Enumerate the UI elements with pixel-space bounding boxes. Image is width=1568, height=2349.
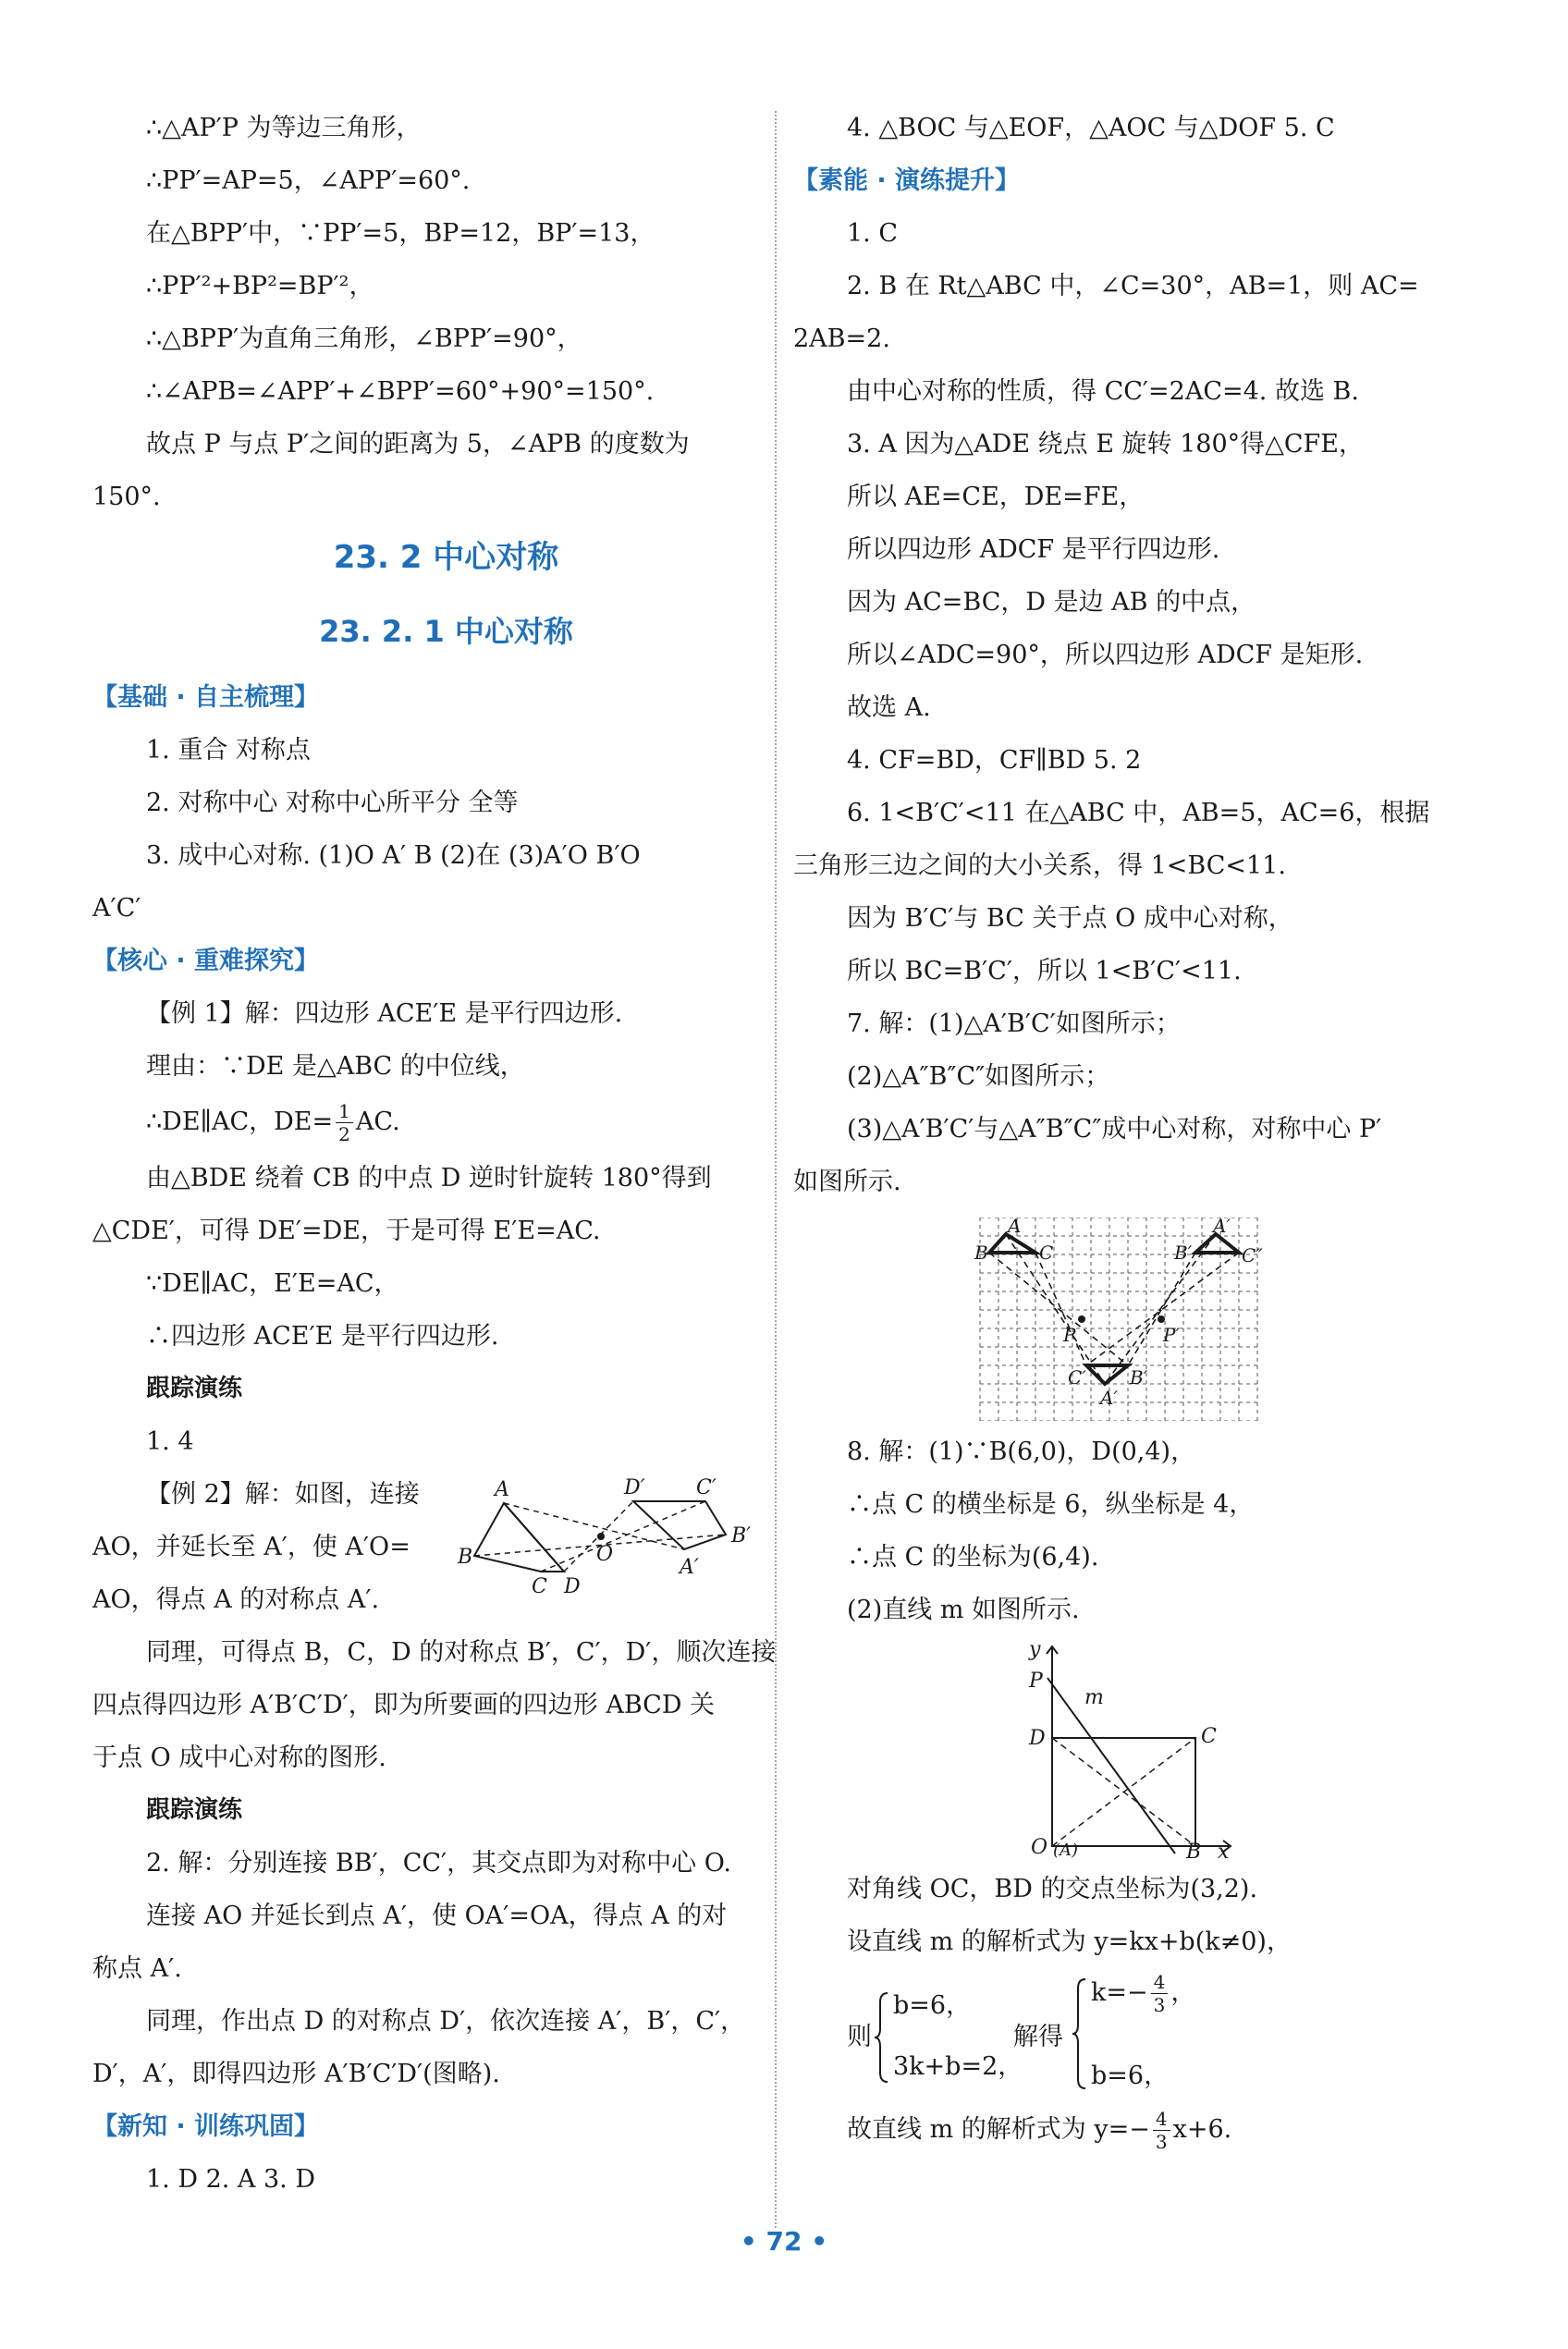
text-line: 2. 解：分别连接 BB′，CC′，其交点即为对称中心 O. [146, 1849, 731, 1878]
text-line: 由中心对称的性质，得 CC′=2AC=4. 故选 B. [847, 377, 1359, 406]
section-heading-hexin: 【核心 · 重难探究】 [92, 947, 320, 975]
fig-label: B [458, 1546, 473, 1569]
left-column [92, 102, 777, 2206]
text-line: 连接 AO 并延长到点 A′，使 OA′=OA，得点 A 的对 [146, 1902, 728, 1930]
fig-label: D′ [624, 1476, 645, 1499]
text-line: 对角线 OC，BD 的交点坐标为(3,2). [847, 1875, 1258, 1903]
center-point [597, 1533, 605, 1540]
solution-k [1091, 1968, 1195, 2018]
text-line: ∴点 C 的横坐标是 6，纵坐标是 4， [847, 1490, 1255, 1519]
fraction-denominator: 3 [1153, 1994, 1166, 2016]
text-line: 如图所示. [793, 1168, 901, 1196]
dashed-line [1105, 1234, 1216, 1384]
text-line: ∴点 C 的坐标为(6,4). [847, 1543, 1099, 1572]
column-divider [775, 111, 777, 2228]
center-point-p [1078, 1315, 1085, 1323]
left-brace [1071, 1977, 1089, 2090]
text-line: 【例 2】解：如图，连接 [146, 1480, 420, 1509]
text-line: 2AB=2. [793, 324, 890, 353]
quad-abcd [474, 1503, 564, 1572]
text-line: 设直线 m 的解析式为 y=kx+b(k≠0)， [847, 1927, 1292, 1956]
fraction-line [92, 1093, 763, 1152]
answer-line: 4. △BOC 与△EOF，△AOC 与△DOF 5. C [847, 114, 1335, 142]
answer-line: 1. C [847, 219, 899, 248]
fig-label: B′ [1130, 1366, 1148, 1389]
dashed-line [1128, 1253, 1195, 1365]
answer-line: 1. D 2. A 3. D [146, 2165, 315, 2194]
quad-a1b1c1d1 [633, 1501, 726, 1549]
answer-line: 2. 对称中心 对称中心所平分 全等 [146, 789, 519, 817]
text-line: ∴△AP′P 为等边三角形， [146, 114, 422, 142]
answer-line: 7. 解：(1)△A′B′C′如图所示； [847, 1009, 1181, 1038]
text-line: 故选 A. [847, 693, 931, 722]
track-practice-heading: 跟踪演练 [146, 1375, 243, 1402]
text-line: 在△BPP′中，∵PP′=5，BP=12，BP′=13， [146, 219, 655, 248]
answer-line: 6. 1<B′C′<11 在△ABC 中，AB=5，AC=6，根据 [847, 799, 1430, 827]
text-fragment: ， [1170, 1978, 1196, 2007]
text-line: D′，A′，即得四边形 A′B′C′D′(图略). [92, 2060, 500, 2088]
text-line: 于点 O 成中心对称的图形. [92, 1743, 386, 1772]
axis-label-x: x [1218, 1841, 1230, 1858]
text-line: 所以四边形 ADCF 是平行四边形. [847, 535, 1220, 564]
left-brace [873, 1991, 891, 2084]
fig-label: B [1186, 1841, 1202, 1858]
answer-line: 2. B 在 Rt△ABC 中，∠C=30°，AB=1，则 AC= [847, 272, 1419, 300]
fig-label: B [974, 1242, 988, 1264]
figure-8-coordinates [1020, 1641, 1232, 1858]
fig-label: D [564, 1575, 581, 1598]
fig-label: A [1008, 1217, 1022, 1237]
answer-line: 8. 解：(1)∵B(6,0)，D(0,4)， [847, 1438, 1196, 1466]
text-fragment: 解得 [1013, 2023, 1063, 2051]
section-heading-xinzhi: 【新知 · 训练巩固】 [92, 2112, 320, 2141]
center-point-p1 [1158, 1315, 1165, 1323]
example-1-head: 【例 1】解：四边形 ACE′E 是平行四边形. [146, 999, 623, 1028]
answer-line: 3. 成中心对称. (1)O A′ B (2)在 (3)A′O B′O [146, 841, 641, 870]
fig-label: (A) [1053, 1841, 1079, 1858]
fig-label: B′ [1174, 1242, 1193, 1264]
fig-label: C [1039, 1242, 1054, 1264]
text-line: ∴△BPP′为直角三角形，∠BPP′=90°， [146, 324, 582, 353]
text-line: 三角形三边之间的大小关系，得 1<BC<11. [793, 851, 1286, 880]
fraction [336, 1100, 353, 1145]
fraction-denominator: 3 [1155, 2131, 1168, 2153]
equation-line: b=6， [893, 1991, 972, 2020]
text-fragment: ∴DE∥AC，DE= [146, 1107, 334, 1136]
diagonal-line [504, 1503, 564, 1572]
fig-label: D [1029, 1727, 1046, 1750]
text-line: 称点 A′. [92, 1954, 182, 1983]
text-line: 所以∠ADC=90°，所以四边形 ADCF 是矩形. [847, 641, 1364, 669]
fig-label: A′ [1100, 1387, 1118, 1409]
fraction-numerator: 4 [1151, 1971, 1169, 1994]
fig-label: P′ [1163, 1324, 1180, 1346]
fig-label: C′ [1068, 1366, 1086, 1389]
answer-line: 1. 重合 对称点 [146, 736, 311, 765]
fig-label: C′ [696, 1476, 717, 1499]
fig-label: B′ [731, 1524, 752, 1548]
fraction [1153, 2108, 1170, 2153]
text-line: 因为 B′C′与 BC 关于点 O 成中心对称， [847, 904, 1293, 933]
text-line: AO，并延长至 A′，使 A′O= [92, 1533, 410, 1561]
text-line: (2)△A″B″C″如图所示； [847, 1062, 1110, 1091]
fig-label: A′ [1213, 1217, 1231, 1237]
answer-line: 3. A 因为△ADE 绕点 E 旋转 180°得△CFE， [847, 430, 1364, 459]
text-line: 150°. [92, 483, 161, 511]
fig-label: C [532, 1575, 547, 1598]
fig-label: O [1031, 1836, 1048, 1858]
answer-line: A′C′ [92, 894, 141, 923]
fraction-denominator: 2 [338, 1123, 350, 1145]
solution-b: b=6， [1091, 2061, 1170, 2090]
example-2-block [92, 1468, 763, 1626]
text-line: 所以 AE=CE，DE=FE， [847, 483, 1145, 511]
fig-label: P [1029, 1670, 1043, 1693]
text-line: 四点得四边形 A′B′C′D′，即为所要画的四边形 ABCD 关 [92, 1691, 716, 1719]
track-practice-heading: 跟踪演练 [146, 1796, 243, 1824]
fraction-numerator: 1 [336, 1100, 353, 1123]
page-number: • 72 • [740, 2226, 828, 2257]
text-line: 因为 AC=BC，D 是边 AB 的中点， [847, 588, 1256, 617]
section-title: 23. 2 中心对称 [333, 539, 559, 576]
fig-label: C [1201, 1725, 1217, 1748]
dashed-line [1035, 1253, 1086, 1365]
dashed-line [989, 1253, 1128, 1365]
section-heading-jichu: 【基础 · 自主梳理】 [92, 683, 320, 712]
fraction [1151, 1971, 1169, 2016]
text-line: (3)△A′B′C′与△A″B″C″成中心对称，对称中心 P′ [847, 1115, 1382, 1144]
text-fragment: 故直线 m 的解析式为 y=− [847, 2115, 1150, 2144]
text-line: ∴四边形 ACE′E 是平行四边形. [146, 1322, 499, 1351]
figure-7-block [793, 1208, 1473, 1425]
answer-line: 4. CF=BD，CF∥BD 5. 2 [847, 746, 1142, 775]
text-line: 由△BDE 绕着 CB 的中点 D 逆时针旋转 180°得到 [146, 1164, 712, 1193]
fig-label: O [596, 1543, 614, 1566]
section-heading-suneng: 【素能 · 演练提升】 [793, 166, 1021, 195]
text-line: ∴∠APB=∠APP′+∠BPP′=60°+90°=150°. [146, 377, 655, 406]
text-fragment: k=− [1091, 1978, 1148, 2007]
figure-8-block [793, 1636, 1473, 1863]
text-line: AO，得点 A 的对称点 A′. [92, 1585, 380, 1614]
text-line: 同理，作出点 D 的对称点 D′，依次连接 A′，B′，C′， [146, 2007, 746, 2036]
fig-label: P [1063, 1324, 1076, 1346]
text-line: ∵DE∥AC，E′E=AC， [146, 1269, 399, 1298]
right-column [793, 102, 1473, 2162]
grid-lines [980, 1217, 1257, 1421]
text-line: ∴PP′²+BP²=BP′²， [146, 272, 374, 300]
example-2-figure [458, 1468, 767, 1616]
figure-7-grid [971, 1217, 1267, 1421]
text-fragment: x+6. [1172, 2115, 1232, 2144]
subsection-title: 23. 2. 1 中心对称 [319, 614, 573, 649]
text-line: 所以 BC=B′C′，所以 1<B′C′<11. [847, 957, 1242, 985]
final-answer-line [793, 2098, 1473, 2162]
fig-label: C″ [1242, 1244, 1263, 1266]
line-m [1047, 1678, 1175, 1854]
axis-label-y: y [1029, 1641, 1041, 1661]
answer-line: 1. 4 [146, 1427, 194, 1456]
text-line: 故点 P 与点 P′之间的距离为 5，∠APB 的度数为 [146, 430, 690, 459]
dashed-line [504, 1503, 684, 1549]
fig-label: m [1084, 1686, 1104, 1709]
equation-line: 3k+b=2， [893, 2052, 1023, 2081]
text-fragment: 则 [847, 2023, 872, 2051]
equation-system-block [793, 1968, 1473, 2098]
text-line: 同理，可得点 B，C，D 的对称点 B′，C′，D′，顺次连接 [146, 1638, 777, 1667]
fig-label: A [495, 1478, 509, 1501]
text-line: △CDE′，可得 DE′=DE，于是可得 E′E=AC. [92, 1217, 601, 1245]
dashed-line [1006, 1234, 1105, 1384]
text-line: 理由：∵DE 是△ABC 的中位线， [146, 1052, 525, 1081]
fraction-numerator: 4 [1153, 2108, 1170, 2131]
text-line: ∴PP′=AP=5，∠APP′=60°. [146, 166, 471, 195]
text-fragment: AC. [355, 1107, 400, 1136]
fig-label: A′ [680, 1556, 699, 1579]
text-line: (2)直线 m 如图所示. [847, 1596, 1080, 1624]
